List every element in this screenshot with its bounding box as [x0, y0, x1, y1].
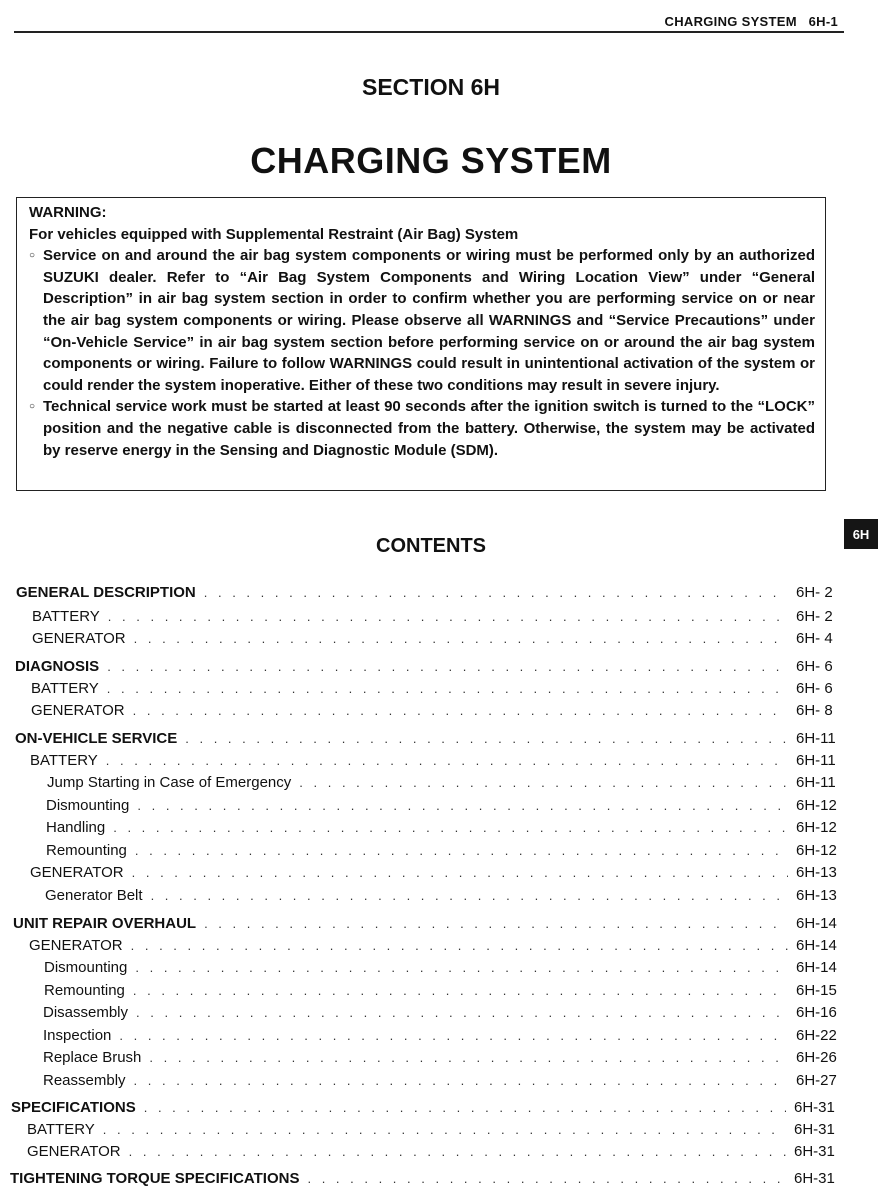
toc-entry-page: 6H-11 — [796, 752, 836, 769]
toc-entry[interactable] — [47, 773, 838, 793]
toc-entry-page: 6H-31 — [794, 1121, 835, 1138]
toc-entry-title: GENERATOR — [30, 864, 124, 881]
toc-entry-title: SPECIFICATIONS — [11, 1099, 136, 1116]
toc-entry-title: Dismounting — [44, 959, 128, 976]
toc-entry-title: GENERAL DESCRIPTION — [16, 584, 196, 601]
toc-entry-page: 6H-12 — [796, 797, 837, 814]
toc-entry-page: 6H-11 — [796, 730, 836, 747]
dot-leader — [151, 886, 788, 906]
warning-box — [16, 197, 826, 491]
toc-entry[interactable] — [31, 679, 838, 699]
toc-entry[interactable] — [16, 583, 838, 603]
toc-entry-page: 6H- 6 — [796, 680, 833, 697]
toc-entry[interactable] — [46, 841, 838, 861]
dot-leader — [144, 1098, 786, 1118]
toc-entry-title: Generator Belt — [45, 887, 143, 904]
section-tab[interactable]: 6H — [844, 519, 878, 549]
toc-entry-page: 6H- 2 — [796, 584, 833, 601]
toc-entry[interactable] — [15, 657, 838, 677]
toc-entry-title: DIAGNOSIS — [15, 658, 100, 675]
toc-entry-title: Remounting — [44, 982, 125, 999]
toc-entry-title: GENERATOR — [27, 1143, 121, 1160]
dot-leader — [149, 1048, 788, 1068]
toc-entry-page: 6H-14 — [796, 959, 837, 976]
toc-entry-title: GENERATOR — [29, 937, 123, 954]
toc-entry[interactable] — [44, 981, 838, 1001]
dot-leader — [137, 796, 788, 816]
toc-entry-title: BATTERY — [30, 752, 98, 769]
toc-entry-page: 6H- 8 — [796, 702, 833, 719]
dot-leader — [113, 818, 788, 838]
dot-leader — [103, 1120, 786, 1140]
dot-leader — [133, 981, 788, 1001]
dot-leader — [134, 1071, 788, 1091]
toc-entry-title: UNIT REPAIR OVERHAUL — [13, 915, 197, 932]
toc-entry[interactable] — [43, 1048, 838, 1068]
dot-leader — [136, 1003, 788, 1023]
dot-leader — [185, 729, 788, 749]
toc-entry-title: Handling — [46, 819, 106, 836]
dot-leader — [132, 863, 788, 883]
dot-leader — [131, 936, 788, 956]
toc-entry-title: TIGHTENING TORQUE SPECIFICATIONS — [10, 1170, 300, 1187]
toc-entry[interactable] — [31, 701, 838, 721]
toc-entry-title: Dismounting — [46, 797, 130, 814]
dot-leader — [204, 583, 788, 603]
toc-entry[interactable] — [43, 1026, 838, 1046]
toc-entry-page: 6H-12 — [796, 819, 837, 836]
dot-leader — [135, 958, 788, 978]
bullet-icon: ○ — [29, 401, 36, 413]
toc-entry-title: Jump Starting in Case of Emergency — [47, 774, 292, 791]
dot-leader — [119, 1026, 788, 1046]
toc-entry-title: BATTERY — [31, 680, 99, 697]
warning-heading: WARNING: — [29, 204, 107, 221]
dot-leader — [106, 751, 788, 771]
toc-entry-title: ON-VEHICLE SERVICE — [15, 730, 178, 747]
toc-entry-page: 6H-15 — [796, 982, 837, 999]
toc-entry[interactable] — [30, 751, 838, 771]
toc-entry-page: 6H- 6 — [796, 658, 833, 675]
toc-entry-page: 6H-26 — [796, 1049, 837, 1066]
toc-entry-page: 6H-16 — [796, 1004, 837, 1021]
toc-entry[interactable] — [27, 1142, 836, 1162]
header-page-number: 6H-1 — [808, 14, 838, 29]
dot-leader — [133, 701, 788, 721]
toc-entry[interactable] — [13, 914, 838, 934]
toc-entry[interactable] — [27, 1120, 836, 1140]
toc-entry-page: 6H-31 — [794, 1170, 835, 1187]
toc-entry[interactable] — [32, 629, 838, 649]
toc-entry-page: 6H-12 — [796, 842, 837, 859]
toc-entry[interactable] — [43, 1071, 838, 1091]
contents-heading: CONTENTS — [376, 535, 486, 557]
header-rule — [14, 31, 844, 33]
toc-entry-title: GENERATOR — [31, 702, 125, 719]
toc-entry-page: 6H-14 — [796, 937, 837, 954]
toc-entry-page: 6H- 2 — [796, 608, 833, 625]
bullet-icon: ○ — [29, 250, 36, 262]
toc-entry-page: 6H-22 — [796, 1027, 837, 1044]
toc-entry-title: Remounting — [46, 842, 127, 859]
toc-entry[interactable] — [29, 936, 838, 956]
toc-entry-title: Reassembly — [43, 1072, 126, 1089]
toc-entry-page: 6H-13 — [796, 887, 837, 904]
toc-entry-page: 6H-27 — [796, 1072, 837, 1089]
toc-entry[interactable] — [30, 863, 838, 883]
warning-item-text: Technical service work must be started at least 90 seconds after the ignition switch is turned to the “LOCK” position and the negative cable is disconnected from the battery. Otherwise, the system may be activated by reserve energy in the Sensing and Diagnostic Module (SDM). — [43, 398, 815, 459]
dot-leader — [307, 1169, 786, 1189]
toc-entry[interactable] — [43, 1003, 838, 1023]
warning-item-text: Service on and around the air bag system components or wiring must be performed only by an authorized SUZUKI dealer. Refer to “Air Bag System Components and Wiring Location View” under “General Description” in air bag system section in order to confirm whether you are performing service on or near the air bag system components or wiring. Please observe all WARNINGS and “Service Precautions” under “On-Vehicle Service” in air bag system section before performing service on or around the air bag system components or wiring. Failure to follow WARNINGS could result in unintentional activation of the system or could render the system inoperative. Either of these two conditions may result in severe injury. — [43, 247, 815, 394]
page-title: CHARGING SYSTEM — [250, 140, 612, 181]
toc-entry[interactable] — [11, 1098, 836, 1118]
toc-entry-page: 6H- 4 — [796, 630, 833, 647]
toc-entry[interactable] — [32, 607, 838, 627]
toc-entry-page: 6H-11 — [796, 774, 836, 791]
dot-leader — [108, 607, 788, 627]
toc-entry-page: 6H-13 — [796, 864, 837, 881]
toc-entry[interactable] — [46, 796, 838, 816]
dot-leader — [107, 679, 788, 699]
dot-leader — [129, 1142, 786, 1162]
dot-leader — [134, 629, 788, 649]
toc-entry-page: 6H-14 — [796, 915, 837, 932]
toc-entry-title: GENERATOR — [32, 630, 126, 647]
toc-entry[interactable] — [44, 958, 838, 978]
dot-leader — [107, 657, 788, 677]
toc-entry-title: BATTERY — [32, 608, 100, 625]
warning-intro: For vehicles equipped with Supplemental Restraint (Air Bag) System — [29, 225, 519, 243]
toc-entry-page: 6H-31 — [794, 1099, 835, 1116]
running-header — [665, 14, 838, 29]
toc-entry[interactable] — [10, 1169, 836, 1189]
toc-entry-page: 6H-31 — [794, 1143, 835, 1160]
toc-entry[interactable] — [15, 729, 838, 749]
toc-entry-title: Replace Brush — [43, 1049, 142, 1066]
toc-entry-title: BATTERY — [27, 1121, 95, 1138]
dot-leader — [135, 841, 788, 861]
dot-leader — [204, 914, 788, 934]
section-label: SECTION 6H — [361, 74, 501, 100]
toc-entry[interactable] — [45, 886, 838, 906]
dot-leader — [299, 773, 788, 793]
warning-item — [29, 245, 815, 396]
running-title: CHARGING SYSTEM — [664, 14, 797, 29]
toc-entry-title: Inspection — [43, 1027, 112, 1044]
toc-entry-title: Disassembly — [43, 1004, 129, 1021]
warning-item — [29, 396, 815, 461]
toc-entry[interactable] — [46, 818, 838, 838]
